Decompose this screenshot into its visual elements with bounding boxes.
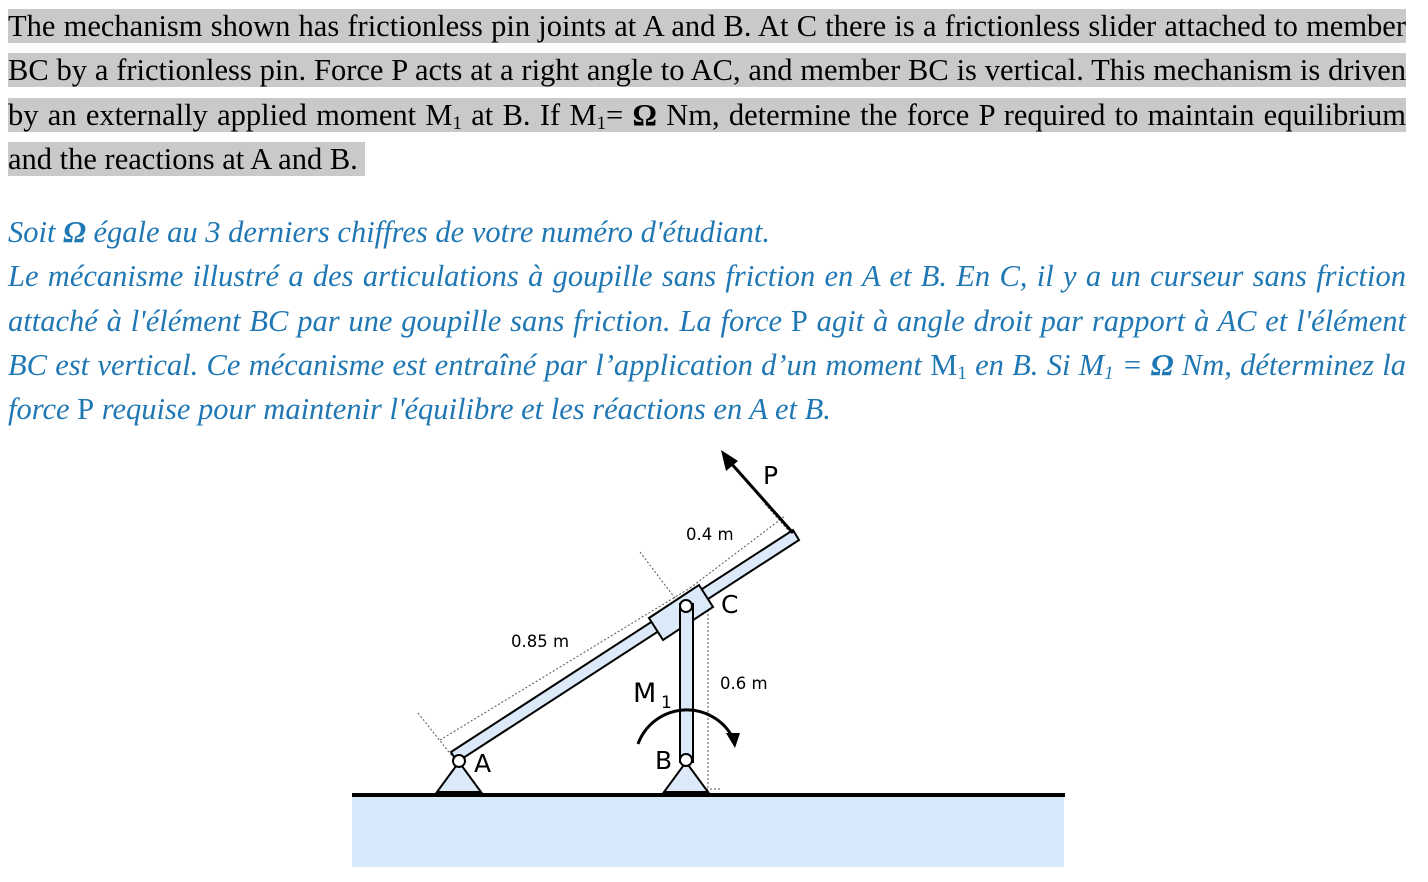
fr-text-2d: = — [1113, 347, 1151, 382]
label-m-sub: 1 — [661, 693, 672, 713]
fr-text-2a: Le mécanisme illustré a des articulations à goupille sans friction en A et B. En C, il y a un curseur sans friction attaché à l'élément BC par une goupille sans friction. La force — [8, 259, 1406, 338]
member-bc — [680, 604, 693, 762]
member-ac — [451, 530, 799, 762]
label-b: B — [655, 746, 673, 775]
moment-arrowhead — [726, 733, 740, 748]
en-sub-2: 1 — [596, 112, 607, 134]
label-c: C — [721, 590, 739, 619]
fr-omega-2: Ω — [1150, 347, 1174, 382]
ground-block — [352, 795, 1064, 867]
en-omega: Ω — [632, 97, 657, 132]
label-p: P — [763, 461, 779, 490]
fr-P-1: P — [790, 303, 808, 338]
dim-bc-label: 0.6 m — [720, 674, 768, 693]
fr-text-2b: agit à angle droit par rapport à AC et l'élément BC est vertical. Ce mécanisme est entraîné par l’application d’un moment — [8, 303, 1406, 382]
en-text-3: = — [606, 97, 633, 132]
pin-c — [680, 600, 692, 612]
dim-ac-label: 0.85 m — [511, 632, 570, 651]
fr-Msub-1: 1 — [957, 362, 967, 384]
fr-text-1b: égale au 3 derniers chiffres de votre numéro d'étudiant. — [85, 215, 771, 249]
en-text-2: at B. If M — [461, 97, 597, 132]
fr-omega-1: Ω — [63, 215, 86, 249]
fr-text-2e: Nm, déterminez la force — [8, 347, 1406, 427]
fr-text-2f: requise pour maintenir l'équilibre et les réactions en A et B. — [94, 392, 831, 427]
force-p-line — [730, 462, 793, 533]
fr-P-2: P — [77, 392, 95, 427]
dim-cp-label: 0.4 m — [686, 525, 734, 544]
en-text-4: Nm, determine the force P required to maintain equilibrium and the reactions at A and B. — [8, 97, 1406, 176]
en-sub-1: 1 — [452, 112, 462, 134]
label-m: M — [633, 678, 657, 709]
fr-M-1: M — [930, 347, 958, 382]
label-a: A — [474, 749, 492, 778]
pin-a — [453, 755, 465, 767]
fr-text-1a: Soit — [8, 215, 64, 249]
fr-Msub-2: 1 — [1104, 362, 1114, 384]
en-text-1: The mechanism shown has frictionless pin joints at A and B. At C there is a frictionless slider attached to member BC by a frictionless pin. Force P acts at a right angle to AC, and member BC is vertical. This mechanism is driven by an externally applied moment M — [8, 9, 1406, 132]
pin-b — [680, 754, 692, 766]
fr-text-2c: en B. Si M — [966, 347, 1105, 382]
